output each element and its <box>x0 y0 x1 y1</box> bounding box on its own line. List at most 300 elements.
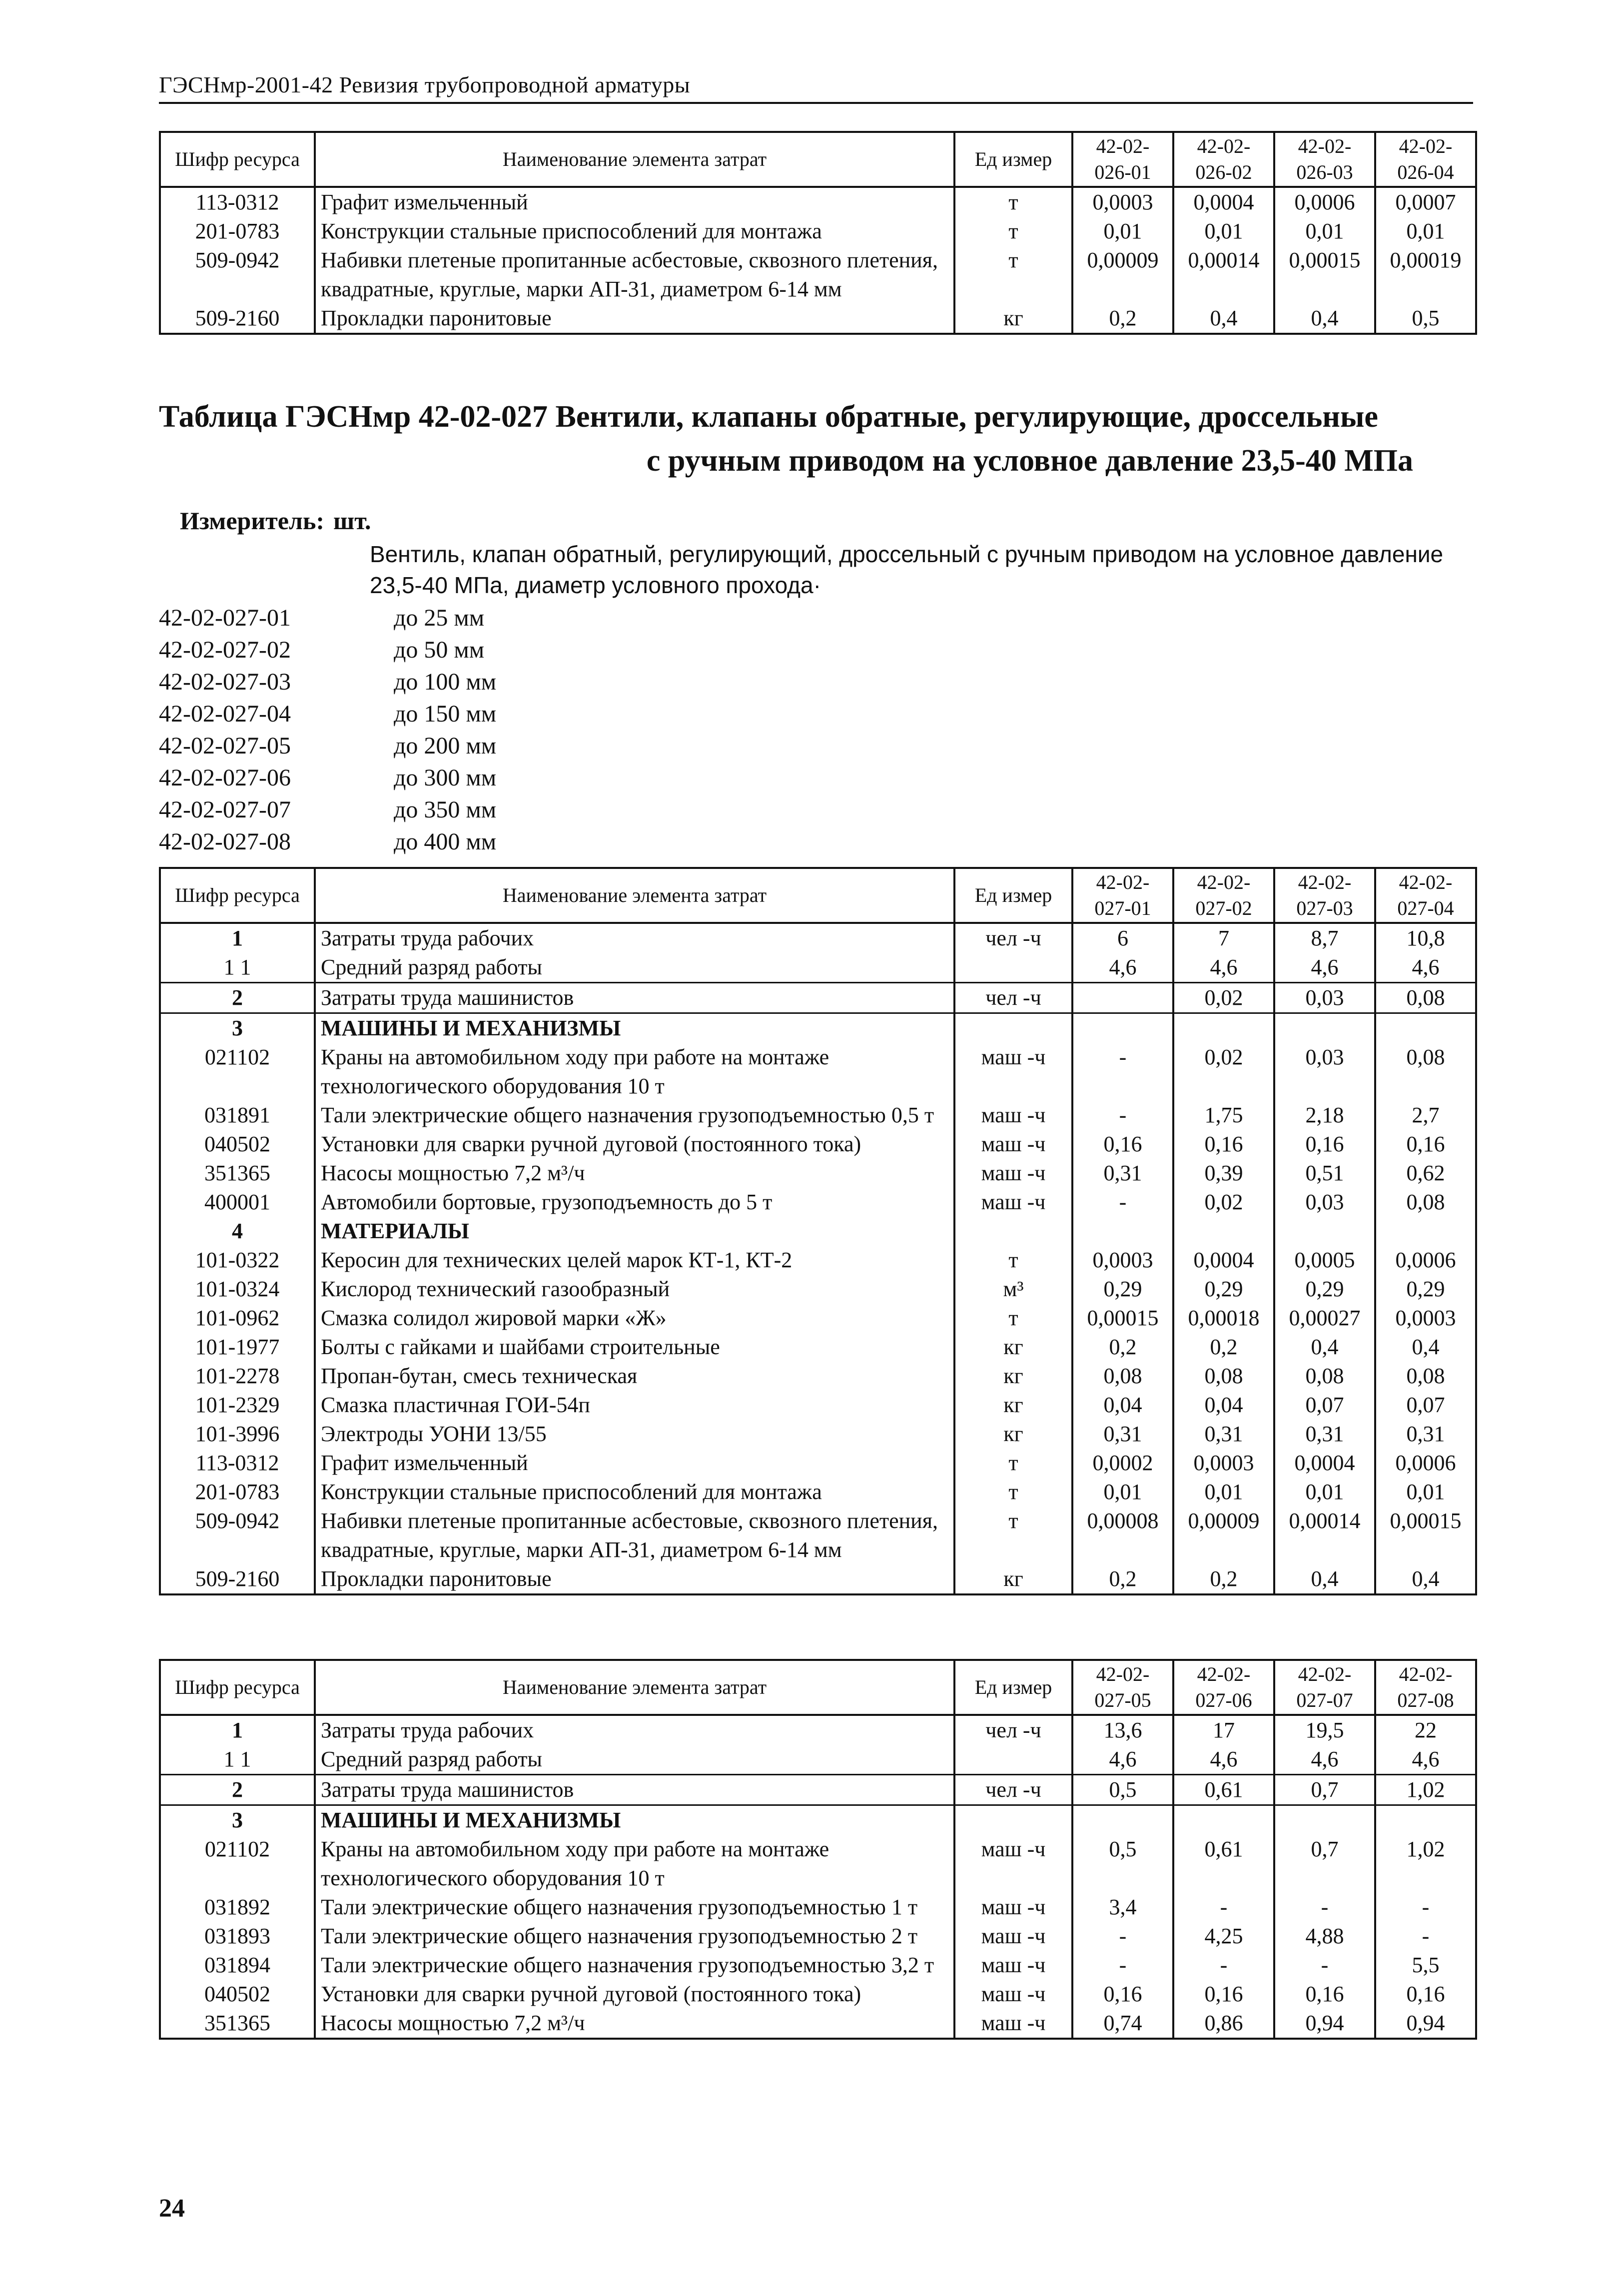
norm-value-1: 0,5 <box>1072 1835 1173 1893</box>
unit: т <box>954 1304 1072 1333</box>
cost-table-027-01-04 <box>159 867 1477 1595</box>
norm-value-1: - <box>1072 1188 1173 1217</box>
table-row <box>160 1893 1476 1922</box>
resource-name: Средний разряд работы <box>315 1745 954 1775</box>
norm-value-3: 0,31 <box>1274 1420 1375 1449</box>
norm-value-3: - <box>1274 1893 1375 1922</box>
header-row <box>160 132 1476 187</box>
norm-value-2: 0,02 <box>1173 983 1274 1013</box>
unit: кг <box>954 1362 1072 1391</box>
col-header-code-1 <box>1072 1660 1173 1715</box>
variant-code: 42-02-027-02 <box>159 637 291 663</box>
norm-value-2: 0,0004 <box>1173 1246 1274 1275</box>
col-code-prefix: 42-02- <box>1399 135 1453 157</box>
resource-code: 101-3996 <box>160 1420 315 1449</box>
norm-value-2: 0,00014 <box>1173 246 1274 304</box>
variant-code: 42-02-027-04 <box>159 701 291 727</box>
norm-value-4: 0,08 <box>1375 1188 1476 1217</box>
norm-value-4: 0,16 <box>1375 1980 1476 2009</box>
unit: кг <box>954 1333 1072 1362</box>
norm-value-4: 1,02 <box>1375 1835 1476 1893</box>
norm-value-4: 0,08 <box>1375 1043 1476 1101</box>
resource-code: 509-0942 <box>160 246 315 304</box>
norm-value-1 <box>1072 1805 1173 1835</box>
variant-diameter: до 25 мм <box>394 605 485 631</box>
norm-value-1: 13,6 <box>1072 1715 1173 1745</box>
norm-value-2: 0,31 <box>1173 1420 1274 1449</box>
table-row <box>160 304 1476 334</box>
unit: т <box>954 246 1072 304</box>
norm-value-1: 4,6 <box>1072 953 1173 983</box>
resource-code: 351365 <box>160 2009 315 2039</box>
col-code-suffix: 026-02 <box>1195 161 1252 183</box>
unit: т <box>954 1507 1072 1564</box>
norm-value-1: 0,31 <box>1072 1159 1173 1188</box>
resource-name: МАШИНЫ И МЕХАНИЗМЫ <box>315 1013 954 1043</box>
resource-name: Тали электрические общего назначения грузоподъемностью 3,2 т <box>315 1951 954 1980</box>
col-code-suffix: 027-08 <box>1397 1689 1454 1711</box>
col-header-code-1 <box>1072 868 1173 923</box>
resource-name: Затраты труда машинистов <box>315 1775 954 1805</box>
col-code-suffix: 027-04 <box>1397 897 1454 919</box>
resource-code: 040502 <box>160 1130 315 1159</box>
resource-name: Прокладки паронитовые <box>315 1564 954 1594</box>
resource-code: 509-0942 <box>160 1507 315 1564</box>
resource-code: 021102 <box>160 1043 315 1101</box>
resource-name: Автомобили бортовые, грузоподъемность до 5 т <box>315 1188 954 1217</box>
unit: маш -ч <box>954 1188 1072 1217</box>
norm-value-4: 0,16 <box>1375 1130 1476 1159</box>
norm-value-2: 0,00018 <box>1173 1304 1274 1333</box>
unit <box>954 1805 1072 1835</box>
norm-value-4: 0,5 <box>1375 304 1476 334</box>
norm-value-4: 0,29 <box>1375 1275 1476 1304</box>
col-code-prefix: 42-02- <box>1197 135 1251 157</box>
resource-name: Набивки плетеные пропитанные асбестовые, сквозного плетения, квадратные, круглые, марки АП-31, диаметром 6-14 мм <box>315 246 954 304</box>
resource-code: 509-2160 <box>160 304 315 334</box>
norm-value-4: - <box>1375 1922 1476 1951</box>
resource-code: 2 <box>160 1775 315 1805</box>
resource-name: Конструкции стальные приспособлений для монтажа <box>315 1478 954 1507</box>
norm-value-3: 0,7 <box>1274 1835 1375 1893</box>
resource-code: 101-0962 <box>160 1304 315 1333</box>
norm-value-4: 0,0003 <box>1375 1304 1476 1333</box>
col-code-prefix: 42-02- <box>1096 1663 1150 1685</box>
norm-value-2: 0,0003 <box>1173 1449 1274 1478</box>
table-row <box>160 187 1476 217</box>
resource-name: Набивки плетеные пропитанные асбестовые, сквозного плетения, квадратные, круглые, марки АП-31, диаметром 6-14 мм <box>315 1507 954 1564</box>
col-header-code-3 <box>1274 132 1375 187</box>
norm-value-1: - <box>1072 1951 1173 1980</box>
resource-name: Смазка солидол жировой марки «Ж» <box>315 1304 954 1333</box>
norm-value-2: 0,61 <box>1173 1775 1274 1805</box>
table-row <box>160 1564 1476 1594</box>
norm-value-4: 0,0007 <box>1375 187 1476 217</box>
cost-table-026 <box>159 131 1477 335</box>
resource-name: Краны на автомобильном ходу при работе на монтаже технологического оборудования 10 т <box>315 1043 954 1101</box>
unit: т <box>954 1478 1072 1507</box>
table-row <box>160 1304 1476 1333</box>
table-row <box>160 1507 1476 1564</box>
variant-row <box>159 794 496 826</box>
variant-code: 42-02-027-03 <box>159 669 291 695</box>
col-header-code: Шифр ресурса <box>160 132 315 187</box>
col-code-prefix: 42-02- <box>1096 871 1150 893</box>
norm-value-2: 0,08 <box>1173 1362 1274 1391</box>
norm-value-1 <box>1072 1217 1173 1246</box>
resource-code: 031891 <box>160 1101 315 1130</box>
table-row <box>160 1333 1476 1362</box>
resource-code: 101-1977 <box>160 1333 315 1362</box>
resource-name: Затраты труда рабочих <box>315 923 954 953</box>
table-row <box>160 1420 1476 1449</box>
resource-code: 1 1 <box>160 953 315 983</box>
variant-diameter: до 200 мм <box>394 733 497 759</box>
norm-value-3: 0,01 <box>1274 217 1375 246</box>
header-row <box>160 868 1476 923</box>
norm-value-2: 0,0004 <box>1173 187 1274 217</box>
table-row <box>160 1362 1476 1391</box>
norm-value-4: 0,0006 <box>1375 1449 1476 1478</box>
norm-value-3: 19,5 <box>1274 1715 1375 1745</box>
unit: маш -ч <box>954 1159 1072 1188</box>
norm-value-4: 0,0006 <box>1375 1246 1476 1275</box>
norm-value-1: 0,0003 <box>1072 1246 1173 1275</box>
unit: кг <box>954 1391 1072 1420</box>
variant-code: 42-02-027-07 <box>159 796 291 823</box>
col-code-prefix: 42-02- <box>1298 1663 1352 1685</box>
resource-code: 101-2278 <box>160 1362 315 1391</box>
table-row <box>160 1449 1476 1478</box>
norm-value-2: 7 <box>1173 923 1274 953</box>
table-row <box>160 246 1476 304</box>
section-heading-row <box>160 1805 1476 1835</box>
resource-name: Тали электрические общего назначения грузоподъемностью 0,5 т <box>315 1101 954 1130</box>
variant-code: 42-02-027-01 <box>159 605 291 631</box>
variant-row <box>159 826 496 858</box>
norm-value-3: 0,0006 <box>1274 187 1375 217</box>
unit: т <box>954 1246 1072 1275</box>
resource-name: Пропан-бутан, смесь техническая <box>315 1362 954 1391</box>
unit: кг <box>954 1564 1072 1594</box>
norm-value-1: 0,01 <box>1072 217 1173 246</box>
variant-row <box>159 634 496 666</box>
resource-name: Краны на автомобильном ходу при работе на монтаже технологического оборудования 10 т <box>315 1835 954 1893</box>
norm-value-4: 0,4 <box>1375 1333 1476 1362</box>
norm-value-1: 0,31 <box>1072 1420 1173 1449</box>
norm-value-1: 0,00009 <box>1072 246 1173 304</box>
col-header-code-2 <box>1173 868 1274 923</box>
col-code-suffix: 027-06 <box>1195 1689 1252 1711</box>
norm-value-1: 0,0002 <box>1072 1449 1173 1478</box>
col-header-unit: Ед измер <box>954 132 1072 187</box>
norm-value-4: 0,07 <box>1375 1391 1476 1420</box>
header-row <box>160 1660 1476 1715</box>
col-code-suffix: 026-03 <box>1296 161 1353 183</box>
col-header-code-2 <box>1173 132 1274 187</box>
norm-value-1: 0,00015 <box>1072 1304 1173 1333</box>
unit: т <box>954 217 1072 246</box>
col-header-name: Наименование элемента затрат <box>315 1660 954 1715</box>
norm-value-1: 6 <box>1072 923 1173 953</box>
resource-code: 031893 <box>160 1922 315 1951</box>
col-code-suffix: 027-01 <box>1094 897 1151 919</box>
norm-value-4: 0,4 <box>1375 1564 1476 1594</box>
col-code-suffix: 027-02 <box>1195 897 1252 919</box>
resource-code: 040502 <box>160 1980 315 2009</box>
col-code-suffix: 027-05 <box>1094 1689 1151 1711</box>
norm-value-3: - <box>1274 1951 1375 1980</box>
unit: м³ <box>954 1275 1072 1304</box>
running-header: ГЭСНмр-2001-42 Ревизия трубопроводной арматуры <box>159 70 1473 104</box>
norm-value-2: 0,16 <box>1173 1980 1274 2009</box>
cost-table-027-05-08 <box>159 1659 1477 2040</box>
resource-name: Прокладки паронитовые <box>315 304 954 334</box>
norm-value-2 <box>1173 1217 1274 1246</box>
norm-value-1: 0,2 <box>1072 1333 1173 1362</box>
resource-code: 031892 <box>160 1893 315 1922</box>
norm-value-2: 0,02 <box>1173 1188 1274 1217</box>
norm-value-1: 0,16 <box>1072 1130 1173 1159</box>
norm-value-1: - <box>1072 1043 1173 1101</box>
table-row <box>160 1478 1476 1507</box>
resource-code: 1 1 <box>160 1745 315 1775</box>
resource-name: Затраты труда рабочих <box>315 1715 954 1745</box>
norm-value-4 <box>1375 1013 1476 1043</box>
norm-value-2: 0,02 <box>1173 1043 1274 1101</box>
table-row <box>160 923 1476 953</box>
norm-value-2: - <box>1173 1951 1274 1980</box>
resource-name: Графит измельченный <box>315 187 954 217</box>
norm-value-4: 0,01 <box>1375 217 1476 246</box>
norm-value-4 <box>1375 1805 1476 1835</box>
resource-code: 2 <box>160 983 315 1013</box>
resource-name: Керосин для технических целей марок КТ-1, КТ-2 <box>315 1246 954 1275</box>
resource-name: Смазка пластичная ГОИ-54п <box>315 1391 954 1420</box>
col-code-prefix: 42-02- <box>1197 1663 1251 1685</box>
col-code-prefix: 42-02- <box>1399 871 1453 893</box>
table-row <box>160 1980 1476 2009</box>
variant-row <box>159 730 496 762</box>
norm-value-2: 0,01 <box>1173 217 1274 246</box>
table-row <box>160 217 1476 246</box>
col-code-suffix: 026-01 <box>1094 161 1151 183</box>
resource-name: Тали электрические общего назначения грузоподъемностью 1 т <box>315 1893 954 1922</box>
norm-value-1: 0,29 <box>1072 1275 1173 1304</box>
resource-name: Конструкции стальные приспособлений для монтажа <box>315 217 954 246</box>
table-row <box>160 1101 1476 1130</box>
col-header-code: Шифр ресурса <box>160 868 315 923</box>
unit: маш -ч <box>954 1922 1072 1951</box>
table-row <box>160 1745 1476 1775</box>
unit: маш -ч <box>954 1043 1072 1101</box>
resource-name: МАШИНЫ И МЕХАНИЗМЫ <box>315 1805 954 1835</box>
meter-unit: шт. <box>333 507 371 535</box>
norm-value-4: 0,00015 <box>1375 1507 1476 1564</box>
norm-value-1: 0,00008 <box>1072 1507 1173 1564</box>
resource-code: 113-0312 <box>160 1449 315 1478</box>
norm-value-2: 1,75 <box>1173 1101 1274 1130</box>
norm-value-1: 0,08 <box>1072 1362 1173 1391</box>
norm-value-2: 17 <box>1173 1715 1274 1745</box>
table-row <box>160 1246 1476 1275</box>
table-row <box>160 983 1476 1013</box>
resource-name: Затраты труда машинистов <box>315 983 954 1013</box>
col-code-suffix: 027-07 <box>1296 1689 1353 1711</box>
norm-value-3: 8,7 <box>1274 923 1375 953</box>
variant-code: 42-02-027-08 <box>159 828 291 855</box>
col-code-prefix: 42-02- <box>1399 1663 1453 1685</box>
norm-value-3: 0,29 <box>1274 1275 1375 1304</box>
table-row <box>160 1188 1476 1217</box>
norm-value-1: 0,2 <box>1072 1564 1173 1594</box>
variant-list <box>159 602 496 858</box>
col-header-code-4 <box>1375 1660 1476 1715</box>
variant-diameter: до 100 мм <box>394 669 497 695</box>
unit: маш -ч <box>954 1951 1072 1980</box>
norm-value-4: 22 <box>1375 1715 1476 1745</box>
norm-value-3: 0,07 <box>1274 1391 1375 1420</box>
variant-row <box>159 698 496 730</box>
norm-value-1: 0,74 <box>1072 2009 1173 2039</box>
norm-value-3: 4,6 <box>1274 953 1375 983</box>
col-header-code-3 <box>1274 1660 1375 1715</box>
variant-diameter: до 150 мм <box>394 701 497 727</box>
norm-value-4: 5,5 <box>1375 1951 1476 1980</box>
norm-value-1: - <box>1072 1101 1173 1130</box>
variant-code: 42-02-027-06 <box>159 764 291 791</box>
norm-value-1: 0,2 <box>1072 304 1173 334</box>
resource-code: 1 <box>160 1715 315 1745</box>
table-row <box>160 1159 1476 1188</box>
unit: чел -ч <box>954 923 1072 953</box>
resource-code: 201-0783 <box>160 217 315 246</box>
norm-value-2: 0,04 <box>1173 1391 1274 1420</box>
norm-value-3: 0,01 <box>1274 1478 1375 1507</box>
norm-value-1: 0,16 <box>1072 1980 1173 2009</box>
table-row <box>160 1922 1476 1951</box>
table-row <box>160 1775 1476 1805</box>
variant-row <box>159 602 496 634</box>
unit: т <box>954 187 1072 217</box>
norm-value-1: 0,0003 <box>1072 187 1173 217</box>
norm-value-3: 0,94 <box>1274 2009 1375 2039</box>
norm-value-1: 0,01 <box>1072 1478 1173 1507</box>
resource-code: 4 <box>160 1217 315 1246</box>
norm-value-1: 0,04 <box>1072 1391 1173 1420</box>
norm-value-2: 0,00009 <box>1173 1507 1274 1564</box>
unit: кг <box>954 1420 1072 1449</box>
unit: маш -ч <box>954 2009 1072 2039</box>
resource-name: Графит измельченный <box>315 1449 954 1478</box>
unit <box>954 1013 1072 1043</box>
resource-code: 201-0783 <box>160 1478 315 1507</box>
col-header-code-3 <box>1274 868 1375 923</box>
norm-value-3: 0,4 <box>1274 304 1375 334</box>
table-row <box>160 1715 1476 1745</box>
norm-value-4: 0,62 <box>1375 1159 1476 1188</box>
norm-value-3: 0,7 <box>1274 1775 1375 1805</box>
norm-value-3 <box>1274 1013 1375 1043</box>
section-heading-row <box>160 1217 1476 1246</box>
resource-code: 021102 <box>160 1835 315 1893</box>
norm-value-3: 0,4 <box>1274 1333 1375 1362</box>
norm-value-3 <box>1274 1805 1375 1835</box>
norm-value-1: 4,6 <box>1072 1745 1173 1775</box>
table-title <box>159 395 1473 483</box>
resource-name: Насосы мощностью 7,2 м³/ч <box>315 2009 954 2039</box>
page-number: 24 <box>159 2194 185 2223</box>
resource-code: 3 <box>160 1805 315 1835</box>
norm-value-2 <box>1173 1013 1274 1043</box>
col-header-name: Наименование элемента затрат <box>315 132 954 187</box>
resource-code: 101-0324 <box>160 1275 315 1304</box>
variant-row <box>159 762 496 794</box>
norm-value-3: 0,00014 <box>1274 1507 1375 1564</box>
table-row <box>160 2009 1476 2039</box>
table-row <box>160 1835 1476 1893</box>
table-row <box>160 1043 1476 1101</box>
variant-diameter: до 300 мм <box>394 764 497 791</box>
resource-code: 113-0312 <box>160 187 315 217</box>
norm-value-3: 4,88 <box>1274 1922 1375 1951</box>
col-code-prefix: 42-02- <box>1298 135 1352 157</box>
norm-value-2: 4,25 <box>1173 1922 1274 1951</box>
resource-code: 101-0322 <box>160 1246 315 1275</box>
resource-code: 031894 <box>160 1951 315 1980</box>
unit <box>954 1745 1072 1775</box>
norm-value-2: 0,4 <box>1173 304 1274 334</box>
resource-name: Средний разряд работы <box>315 953 954 983</box>
norm-value-1: - <box>1072 1922 1173 1951</box>
table-row <box>160 1951 1476 1980</box>
variant-diameter: до 50 мм <box>394 637 485 663</box>
table-row <box>160 953 1476 983</box>
table-row <box>160 1130 1476 1159</box>
table-title-line1: Таблица ГЭСНмр 42-02-027 Вентили, клапаны обратные, регулирующие, дроссельные <box>159 400 1378 434</box>
resource-code: 509-2160 <box>160 1564 315 1594</box>
col-code-suffix: 026-04 <box>1397 161 1454 183</box>
norm-value-4: 2,7 <box>1375 1101 1476 1130</box>
unit: маш -ч <box>954 1130 1072 1159</box>
norm-value-4 <box>1375 1217 1476 1246</box>
col-header-code-4 <box>1375 868 1476 923</box>
norm-value-4: 4,6 <box>1375 953 1476 983</box>
resource-name: Болты с гайками и шайбами строительные <box>315 1333 954 1362</box>
resource-name: МАТЕРИАЛЫ <box>315 1217 954 1246</box>
unit: чел -ч <box>954 1715 1072 1745</box>
norm-value-2: 0,16 <box>1173 1130 1274 1159</box>
norm-value-4: 0,08 <box>1375 1362 1476 1391</box>
unit: чел -ч <box>954 983 1072 1013</box>
resource-name: Установки для сварки ручной дуговой (постоянного тока) <box>315 1130 954 1159</box>
norm-value-2: 0,2 <box>1173 1333 1274 1362</box>
resource-code: 400001 <box>160 1188 315 1217</box>
col-code-prefix: 42-02- <box>1197 871 1251 893</box>
unit <box>954 1217 1072 1246</box>
resource-code: 101-2329 <box>160 1391 315 1420</box>
norm-value-4: 1,02 <box>1375 1775 1476 1805</box>
norm-value-3: 0,4 <box>1274 1564 1375 1594</box>
norm-value-4: - <box>1375 1893 1476 1922</box>
col-header-code-1 <box>1072 132 1173 187</box>
resource-name: Тали электрические общего назначения грузоподъемностью 2 т <box>315 1922 954 1951</box>
norm-value-2: - <box>1173 1893 1274 1922</box>
unit: чел -ч <box>954 1775 1072 1805</box>
col-code-suffix: 027-03 <box>1296 897 1353 919</box>
norm-value-1: 0,5 <box>1072 1775 1173 1805</box>
norm-value-3: 0,03 <box>1274 1188 1375 1217</box>
